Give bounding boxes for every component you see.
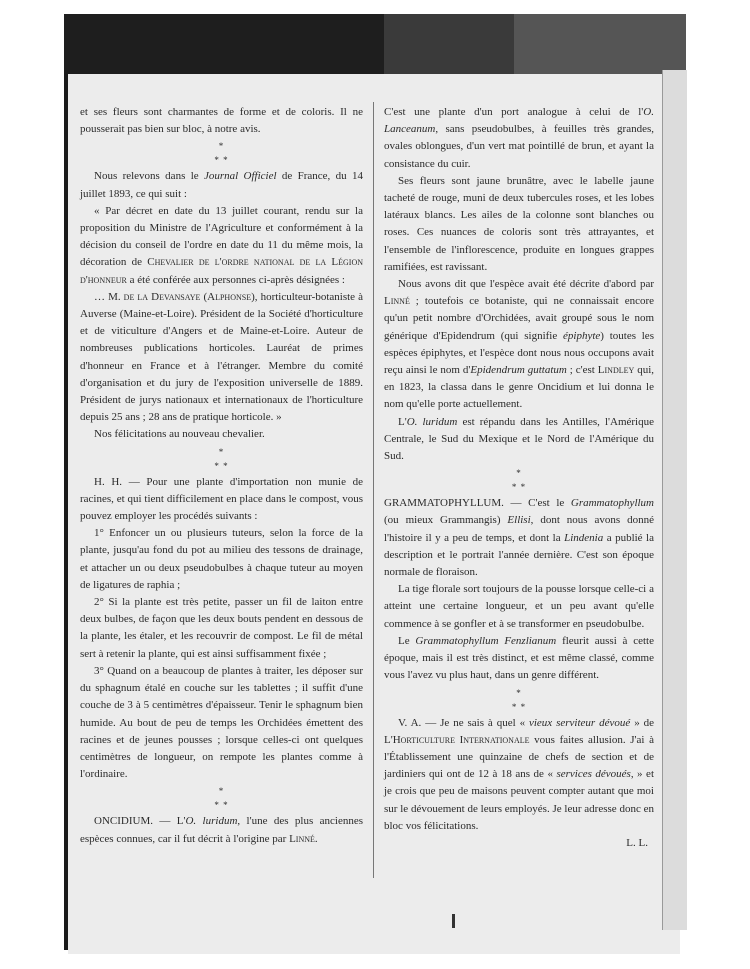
column-divider <box>373 102 374 878</box>
paragraph: Nous relevons dans le Journal Officiel de France, du 14 juillet 1893, ce qui suit : <box>80 170 363 200</box>
paragraph: « Par décret en date du 13 juillet courant, rendu sur la proposition du Ministre de l'Agriculture et conformément à la décision du conseil de l'ordre en date du 11 du même mois, la décoration de Chevalier de l'ordre national de la Légion d'honneur a été conférée aux personnes ci-après désignées : <box>80 204 363 286</box>
paragraph: 3° Quand on a beaucoup de plantes à traiter, les déposer sur du sphagnum étalé en couche sur les tablettes ; il suffit d'une couche de 3 à 5 centimètres d'épaisseur. Tenir le sphagnum bien humide. Au bout de peu de temps les Orchidées émettent des racines et de jeunes pousses ; lorsque celles-ci ont quelques centimètres de longueur, on rempote les plantes comme à l'ordinaire. <box>80 664 363 781</box>
paragraph: Nous avons dit que l'espèce avait été décrite d'abord par Linné ; toutefois ce botaniste, qui ne connaissait encore qu'un petit nombre d'Orchidées, avait groupé sous le nom générique d'Epidendrum (qui signifie épiphyte) toutes les espèces épiphytes, et l'espèce dont nous nous occupons avait reçu ainsi le nom d'Epidendrum guttatum ; c'est Lindley qui, en 1823, la classa dans le genre Oncidium et lui donna le nom qu'elle porte actuellement. <box>384 278 655 411</box>
paragraph: 1° Enfoncer un ou plusieurs tuteurs, selon la force de la plante, jusqu'au fond du pot au milieu des tessons de drainage, et attacher un ou deux pseudobulbes à chaque tuteur au moyen de ligatures de raphia ; <box>80 527 363 591</box>
paragraph: C'est une plante d'un port analogue à celui de l'O. Lanceanum, sans pseudobulbes, à feuilles très grandes, ovales oblongues, d'un vert mat pointillé de brun, et ayant la consistance du cuir. <box>384 106 654 170</box>
right-column <box>384 104 654 852</box>
paragraph: 2° Si la plante est très petite, passer un fil de laiton entre deux bulbes, de façon que les deux bouts pendent en dessous de la plante, les étaler, et les recouvrir de compost. Le fil de métal sert à retenir la plante, qui est ainsi suffisamment fixée ; <box>80 596 363 660</box>
section-separator: * * * <box>214 786 229 811</box>
paragraph: H. H. — Pour une plante d'importation non munie de racines, et qui tient difficilement en place dans le compost, vous pouvez employer les procédés suivants : <box>80 475 363 523</box>
paragraph: L'O. luridum est répandu dans les Antilles, l'Amérique Centrale, le Sud du Mexique et le Nord de l'Amérique du Sud. <box>384 415 654 463</box>
signature: L. L. <box>626 836 648 849</box>
section-separator: * * * <box>511 687 527 712</box>
paragraph: ONCIDIUM. — L'O. luridum, l'une des plus anciennes espèces connues, car il fut décrit à l'origine par Linné. <box>80 815 364 845</box>
section-separator: * * * <box>214 446 229 471</box>
left-column <box>80 104 363 848</box>
paragraph: GRAMMATOPHYLLUM. — C'est le Grammatophyllum (ou mieux Grammangis) Ellisi, dont nous avons donné l'histoire il y a peu de temps, et dont la Lindenia a publié la description et le portrait l'année dernière. C'est son époque normale de floraison. <box>384 497 654 579</box>
section-separator: * * * <box>214 141 229 166</box>
paragraph: V. A. — Je ne sais à quel « vieux serviteur dévoué » de L'Horticulture Internationale vous faites allusion. J'ai à l'Établissement une quinzaine de chefs de section et de jardiniers qui ont de 12 à 18 ans de « services dévoués, » et je crois que peu de maisons peuvent compter autant que moi sur le dévouement de leurs employés. Je leur adresse donc en bloc vos félicitations. <box>384 716 654 832</box>
paragraph: Nos félicitations au nouveau chevalier. <box>94 428 265 441</box>
next-page-edge <box>662 70 687 930</box>
scanner-top-edge <box>64 14 686 76</box>
paragraph: Le Grammatophyllum Fenzlianum fleurit aussi à cette époque, mais il est très distinct, et est même classé, comme vous l'avez vu plus haut, dans un genre différent. <box>384 634 654 682</box>
section-separator: * * * <box>511 468 527 493</box>
paragraph: … M. de la Devansaye (Alphonse), horticulteur-botaniste à Auverse (Maine-et-Loire). Président de la Société d'horticulture et de viticulture d'Angers et de Maine-et-Loire. Auteur de nombreuses publications horticoles. Lauréat de primes d'honneur en France et à l'étranger. Membre du comité d'organisation et du jury de l'exposition universelle de 1889. Président de jurys nationaux et internationaux de l'horticulture depuis 25 ans ; 28 ans de pratique horticole. » <box>80 290 364 424</box>
paragraph: La tige florale sort toujours de la pousse lorsque celle-ci a atteint une certaine longueur, et un peu avant qu'elle commence à se gonfler et à se transformer en pseudobulbe. <box>384 583 654 630</box>
paragraph: et ses fleurs sont charmantes de forme et de coloris. Il ne pousserait pas bien sur bloc, à notre avis. <box>80 106 363 136</box>
paragraph: Ses fleurs sont jaune brunâtre, avec le labelle jaune tacheté de rouge, muni de deux tubercules roses, et les lobes latéraux blancs. Les ailes de la colonne sont blanches ou roses. Ces nuances de coloris sont très attrayantes, et l'ensemble de l'inflorescence, produite en longues grappes ramifiées, est ravissant. <box>384 174 654 273</box>
page-mark <box>452 914 455 928</box>
